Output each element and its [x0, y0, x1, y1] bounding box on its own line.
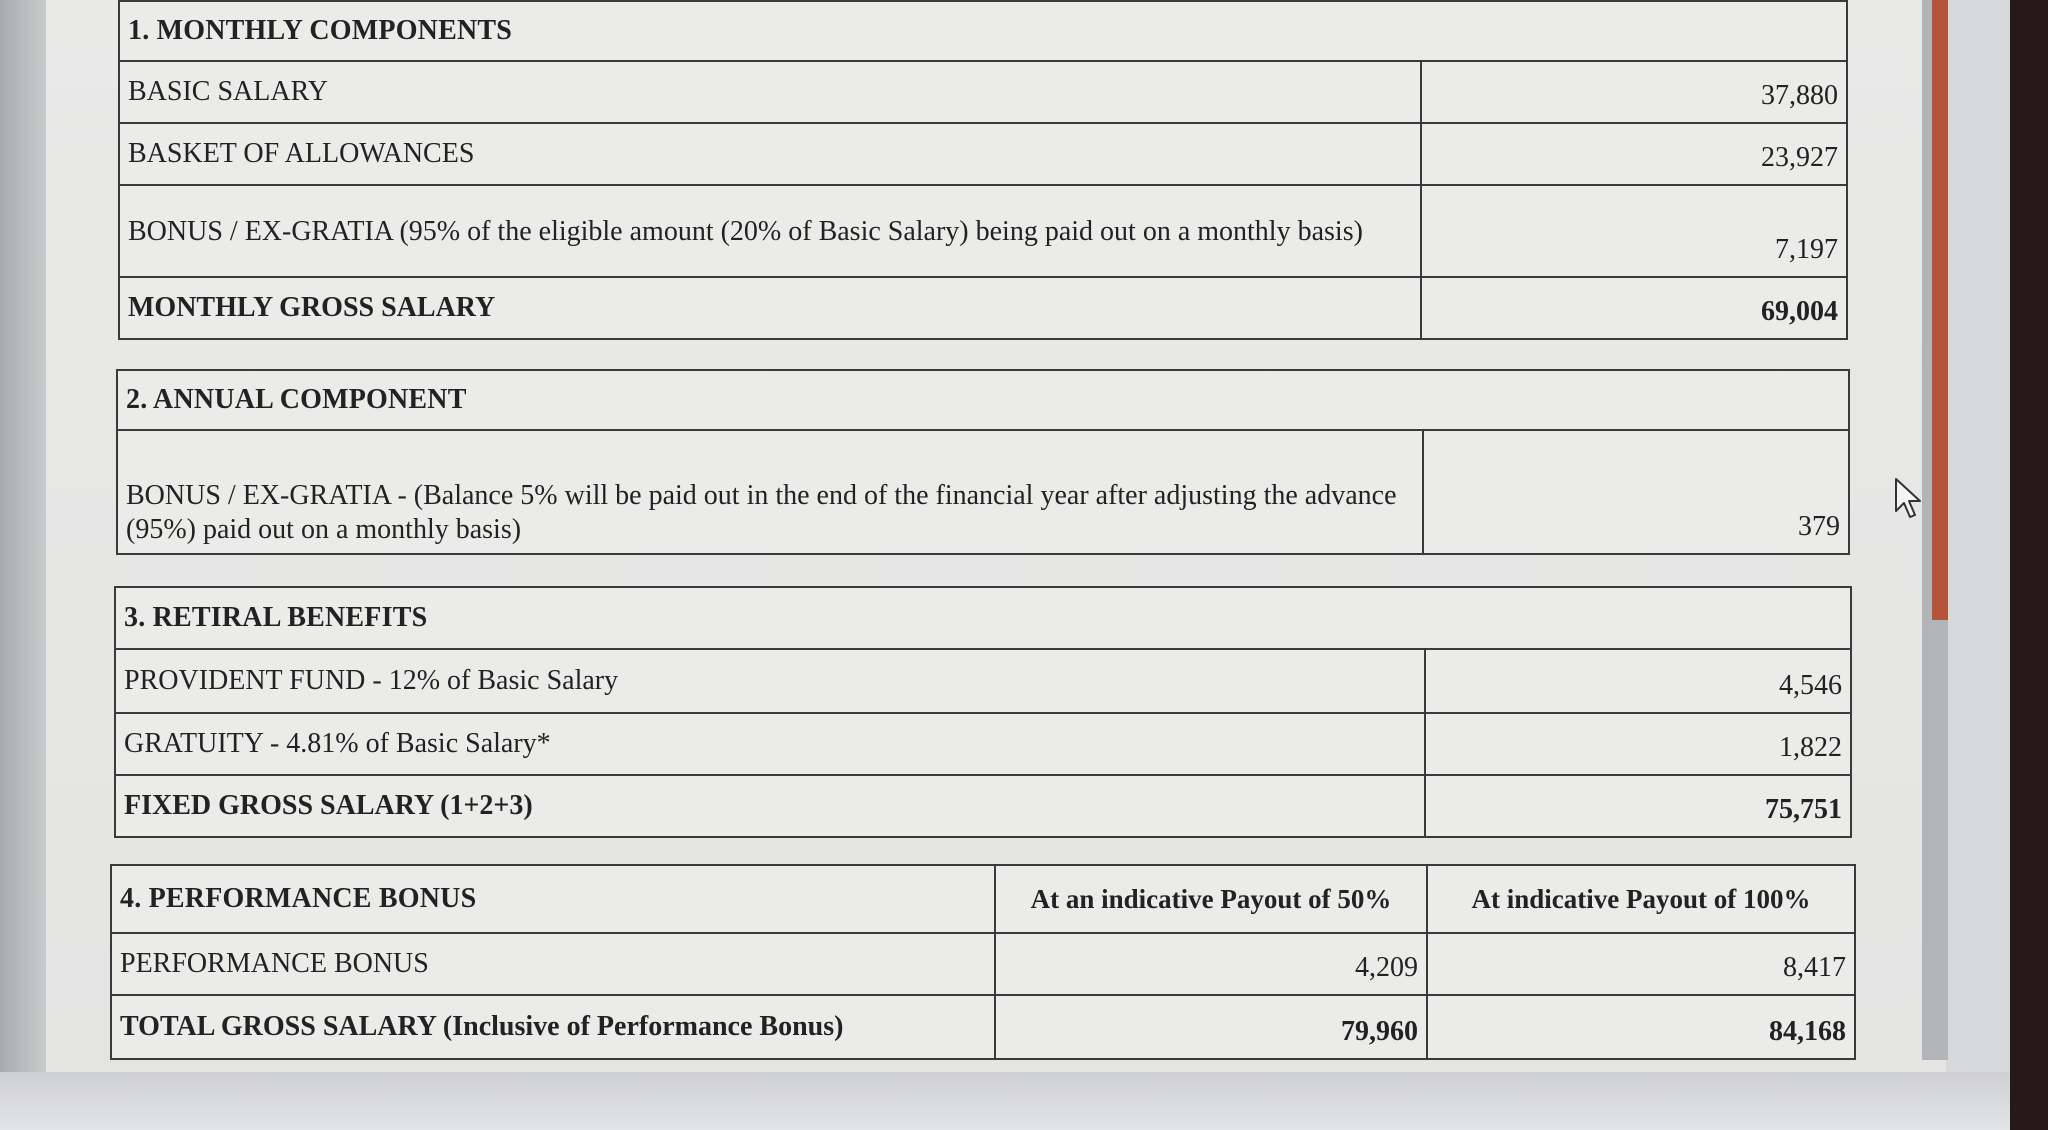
table-row: [111, 933, 1855, 995]
row-label: GRATUITY - 4.81% of Basic Salary*: [115, 713, 1425, 775]
table-row: [115, 775, 1851, 837]
mouse-pointer-icon: [1894, 477, 1922, 521]
row-value: 37,880: [1421, 61, 1847, 123]
scrollbar-thumb[interactable]: [1932, 0, 1948, 620]
table-row: [111, 995, 1855, 1059]
row-label: BASIC SALARY: [119, 61, 1421, 123]
table-row: [119, 61, 1847, 123]
column-header-100: At indicative Payout of 100%: [1427, 865, 1855, 933]
row-value: 23,927: [1421, 123, 1847, 185]
table-row: [119, 123, 1847, 185]
retiral-benefits-table: [114, 586, 1852, 838]
section-title: 3. RETIRAL BENEFITS: [115, 587, 1851, 649]
section-header-row: [117, 370, 1849, 430]
section-title: 1. MONTHLY COMPONENTS: [119, 1, 1847, 61]
section-header-row: [111, 865, 1855, 933]
row-label: PERFORMANCE BONUS: [111, 933, 995, 995]
section-title: 4. PERFORMANCE BONUS: [111, 865, 995, 933]
annual-component-table: [116, 369, 1850, 555]
section-header-row: [119, 1, 1847, 61]
table-row: [115, 649, 1851, 713]
table-row: [115, 713, 1851, 775]
row-value: 7,197: [1421, 185, 1847, 277]
section-title: 2. ANNUAL COMPONENT: [117, 370, 1849, 430]
row-value-50: 79,960: [995, 995, 1427, 1059]
right-bezel: [2010, 0, 2048, 1130]
row-value-100: 84,168: [1427, 995, 1855, 1059]
row-label: TOTAL GROSS SALARY (Inclusive of Performance Bonus): [111, 995, 995, 1059]
left-bezel: [0, 0, 46, 1130]
bottom-bezel: [0, 1072, 2048, 1130]
row-value: 4,546: [1425, 649, 1851, 713]
row-value-50: 4,209: [995, 933, 1427, 995]
row-label: BONUS / EX-GRATIA (95% of the eligible amount (20% of Basic Salary) being paid out on a monthly basis): [119, 185, 1421, 277]
row-label: FIXED GROSS SALARY (1+2+3): [115, 775, 1425, 837]
table-row: [119, 185, 1847, 277]
row-value: 69,004: [1421, 277, 1847, 339]
table-row: [119, 277, 1847, 339]
row-value: 75,751: [1425, 775, 1851, 837]
performance-bonus-table: [110, 864, 1856, 1060]
row-label: MONTHLY GROSS SALARY: [119, 277, 1421, 339]
column-header-50: At an indicative Payout of 50%: [995, 865, 1427, 933]
row-label: PROVIDENT FUND - 12% of Basic Salary: [115, 649, 1425, 713]
row-label: BASKET OF ALLOWANCES: [119, 123, 1421, 185]
row-value: 1,822: [1425, 713, 1851, 775]
row-label: BONUS / EX-GRATIA - (Balance 5% will be paid out in the end of the financial year after adjusting the advance (95%) paid out on a monthly basis): [117, 430, 1423, 554]
row-value: 379: [1423, 430, 1849, 554]
row-value-100: 8,417: [1427, 933, 1855, 995]
section-header-row: [115, 587, 1851, 649]
table-row: [117, 430, 1849, 554]
monthly-components-table: [118, 0, 1848, 340]
